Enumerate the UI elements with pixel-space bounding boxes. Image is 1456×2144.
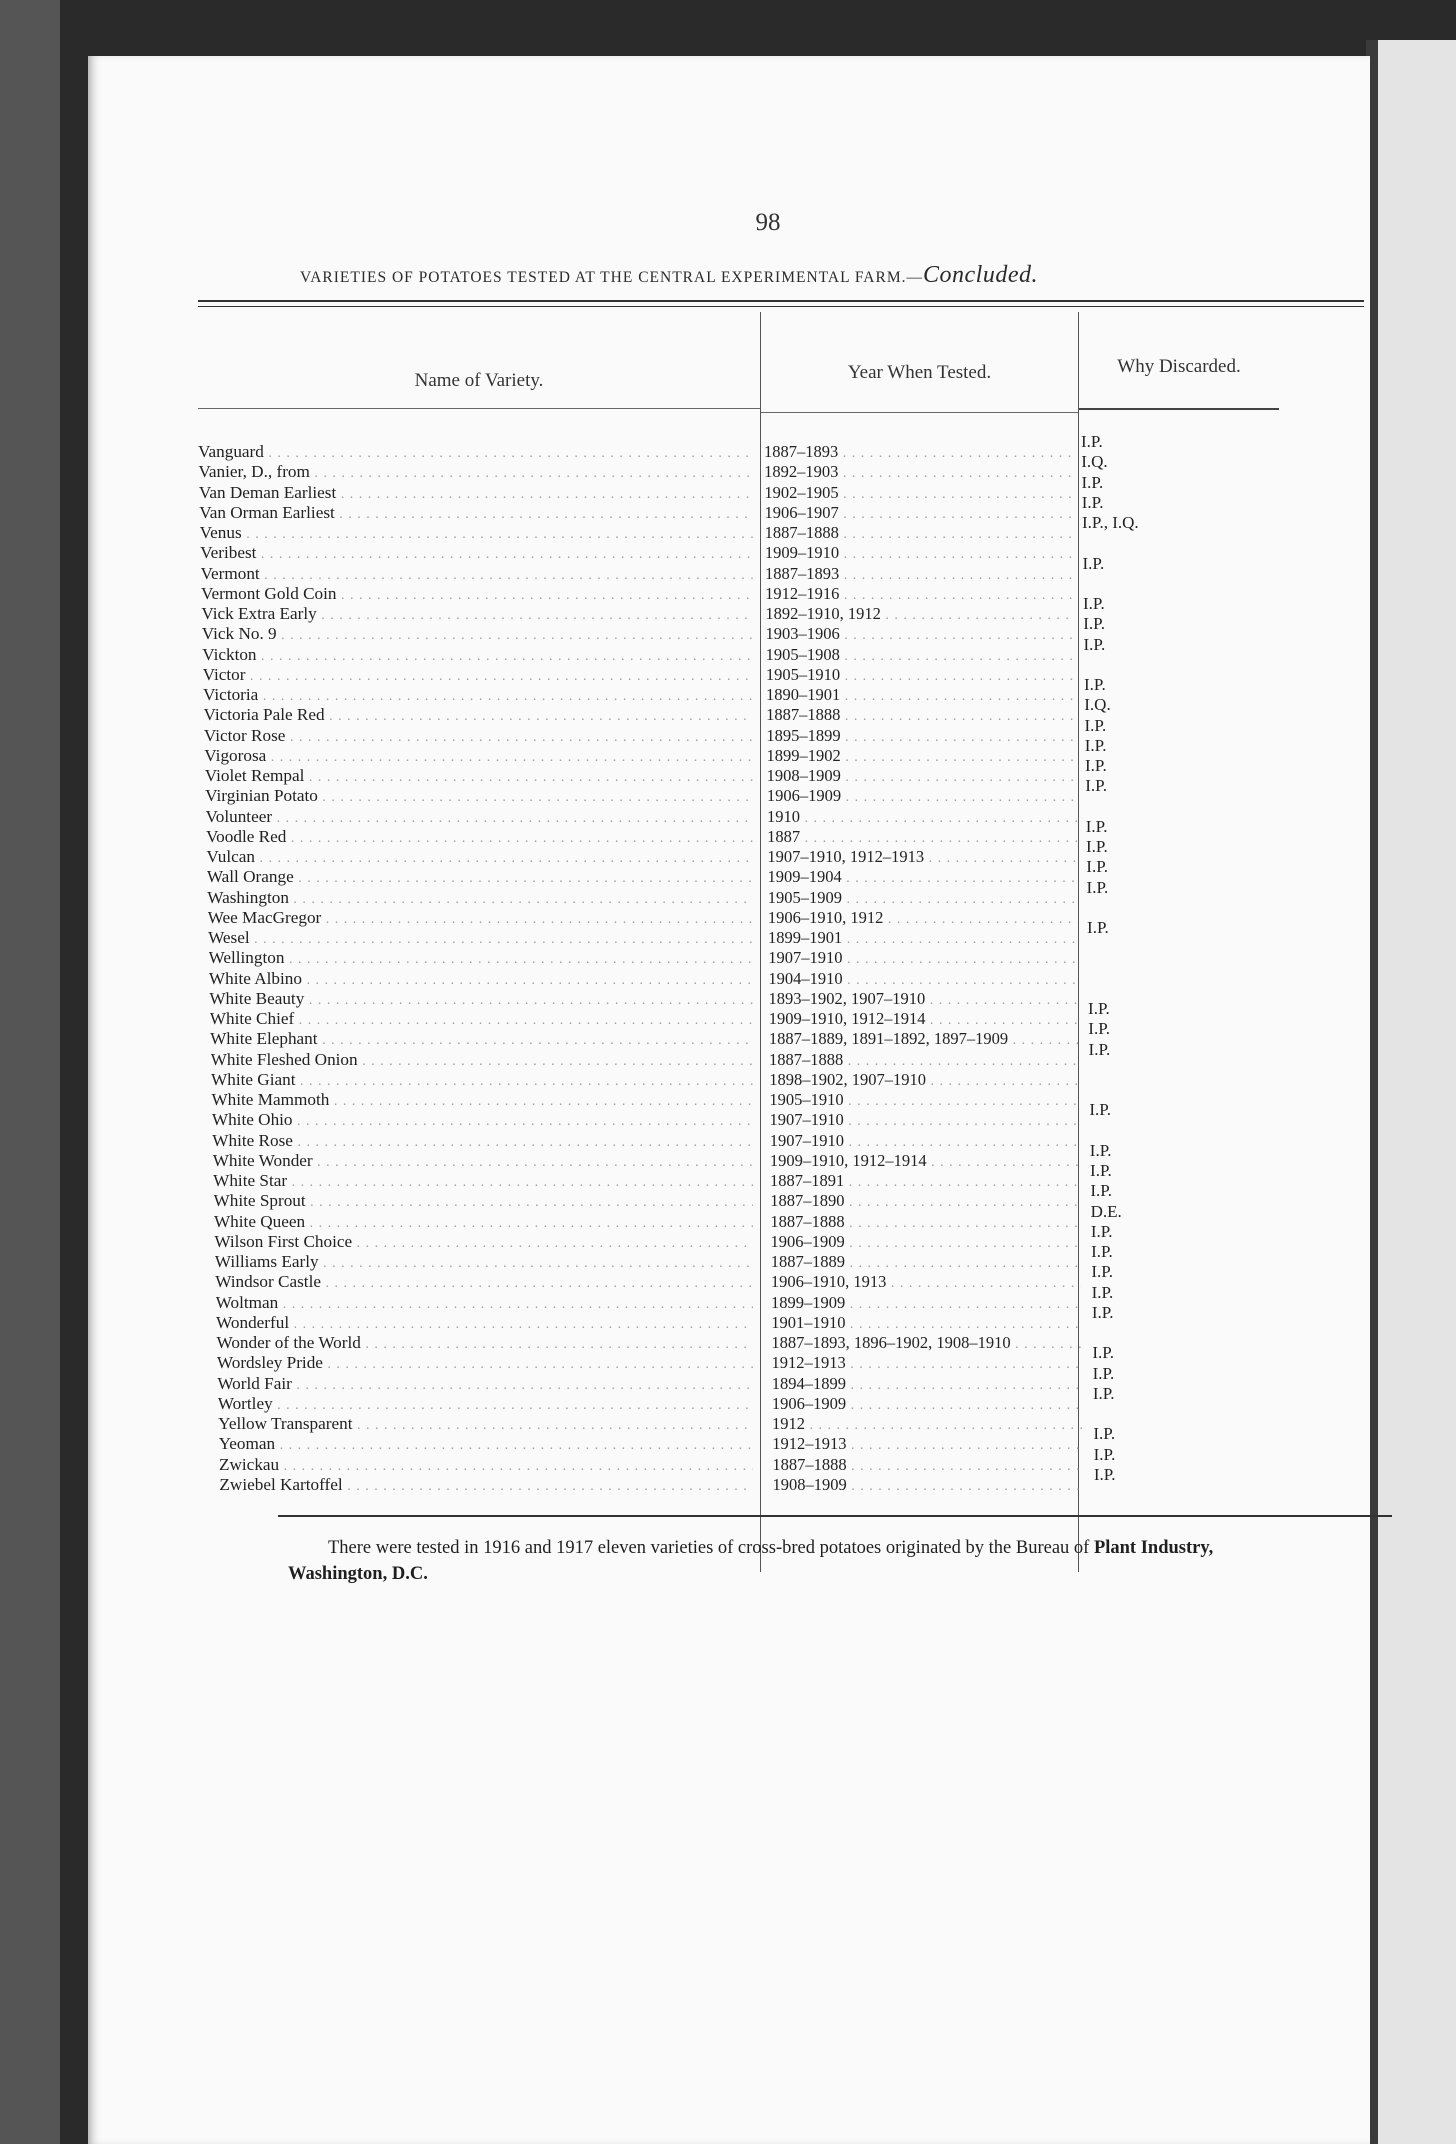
variety-name: White Sprout . . . — [214, 1191, 753, 1213]
years-tested: 1887–1888 . . . — [772, 1455, 1082, 1477]
why-discarded: I.P. — [1085, 756, 1107, 775]
variety-name: Zwiebel Kartoffel . . . — [219, 1475, 753, 1497]
footnote — [288, 1535, 1308, 1587]
variety-name: Venus . . . — [200, 523, 753, 545]
variety-name: White Elephant . . . — [210, 1029, 753, 1051]
variety-name: Van Orman Earliest . . . — [199, 503, 753, 525]
why-discarded: I.P. — [1090, 1221, 1113, 1241]
why-discarded: I.Q. — [1081, 452, 1108, 472]
years-tested: 1887–1888 . . . — [770, 1212, 1080, 1234]
years-tested: 1906–1910, 1912 . . . — [768, 908, 1078, 930]
years-tested: 1887–1888 . . . — [766, 705, 1076, 727]
column-header-why: Why Discarded. — [1117, 356, 1241, 377]
years-tested: 1887–1893, 1896–1902, 1908–1910 . . . — [771, 1333, 1081, 1355]
document-page — [88, 56, 1370, 2144]
variety-name: Victor . . . — [203, 665, 753, 687]
why-discarded: I.P. — [1093, 1444, 1116, 1464]
why-discarded: I.P. — [1092, 1363, 1115, 1383]
scan-next-page-edge — [1378, 40, 1456, 2144]
years-tested: 1903–1906 . . . — [765, 624, 1075, 646]
variety-name: Wellington . . . — [209, 948, 754, 970]
years-tested: 1887–1893 . . . — [764, 442, 1074, 464]
years-tested: 1909–1910, 1912–1914 . . . — [770, 1151, 1080, 1173]
why-discarded: I.P. — [1084, 715, 1107, 735]
variety-name: Wortley . . . — [218, 1394, 753, 1416]
years-tested: 1892–1903 . . . — [764, 462, 1074, 484]
years-tested: 1905–1908 . . . — [766, 645, 1076, 667]
variety-name: Yeoman . . . — [219, 1434, 753, 1456]
variety-name: Vanguard . . . — [198, 442, 753, 464]
variety-name: World Fair . . . — [217, 1374, 753, 1396]
years-tested: 1906–1909 . . . — [772, 1394, 1082, 1416]
years-tested: 1907–1910 . . . — [770, 1110, 1080, 1132]
years-tested: 1912 . . . — [772, 1414, 1082, 1436]
why-discarded: I.P. — [1091, 1262, 1114, 1282]
years-tested: 1887–1889, 1891–1892, 1897–1909 . . . — [769, 1029, 1079, 1051]
why-discarded: I.P. — [1088, 999, 1110, 1018]
years-tested: 1912–1913 . . . — [772, 1434, 1082, 1456]
variety-name: Yellow Transparent . . . — [218, 1414, 753, 1436]
variety-name: Voodle Red . . . — [206, 827, 753, 849]
variety-name: Vulcan . . . — [206, 847, 753, 869]
years-tested: 1909–1910 . . . — [765, 543, 1075, 565]
why-discarded: I.P., I.Q. — [1081, 513, 1139, 532]
why-discarded: I.P. — [1085, 816, 1108, 836]
variety-name: Violet Rempal . . . — [205, 766, 753, 788]
years-tested: 1907–1910 . . . — [768, 948, 1078, 970]
years-tested: 1890–1901 . . . — [766, 685, 1076, 707]
variety-name: White Albino . . . — [209, 969, 753, 991]
years-tested: 1906–1909 . . . — [771, 1232, 1081, 1254]
why-discarded: I.P. — [1083, 594, 1105, 613]
why-discarded: I.P. — [1084, 735, 1107, 755]
years-tested: 1908–1909 . . . — [767, 766, 1077, 788]
variety-name: Vick Extra Early . . . — [201, 604, 753, 626]
years-tested: 1912–1916 . . . — [765, 584, 1075, 606]
years-tested: 1887–1891 . . . — [770, 1171, 1080, 1193]
top-rule-1 — [198, 300, 1364, 302]
why-discarded: I.P. — [1084, 675, 1106, 694]
years-tested: 1912–1913 . . . — [772, 1353, 1082, 1375]
variety-name: Wonderful . . . — [216, 1313, 753, 1335]
header-underline-2 — [761, 412, 1078, 413]
variety-name: Veribest . . . — [200, 543, 753, 565]
why-discarded: I.P. — [1086, 837, 1108, 856]
scan-left-margin — [0, 0, 60, 2144]
variety-name: Woltman . . . — [216, 1293, 753, 1315]
why-discarded: I.P. — [1093, 1464, 1116, 1484]
years-tested: 1909–1904 . . . — [768, 867, 1078, 889]
column-divider-1 — [760, 312, 761, 1572]
variety-name: Vermont . . . — [201, 564, 753, 586]
years-tested: 1892–1910, 1912 . . . — [765, 604, 1075, 626]
years-tested: 1887–1888 . . . — [769, 1050, 1079, 1072]
variety-name: Windsor Castle . . . — [215, 1272, 753, 1294]
variety-name: Victor Rose . . . — [204, 726, 753, 748]
years-tested: 1909–1910, 1912–1914 . . . — [769, 1009, 1079, 1031]
years-tested: 1898–1902, 1907–1910 . . . — [769, 1070, 1079, 1092]
years-tested: 1906–1907 . . . — [764, 503, 1074, 525]
why-discarded: I.P. — [1085, 776, 1107, 796]
header-underline-3 — [1079, 408, 1279, 410]
years-tested: 1893–1902, 1907–1910 . . . — [769, 989, 1079, 1011]
why-discarded: I.P. — [1081, 492, 1104, 512]
years-tested: 1906–1910, 1913 . . . — [771, 1272, 1081, 1294]
page-number: 98 — [755, 209, 781, 236]
variety-name: Van Deman Earliest . . . — [199, 483, 753, 505]
years-tested: 1905–1910 . . . — [769, 1090, 1079, 1112]
why-discarded: I.P. — [1091, 1302, 1114, 1322]
variety-name: White Queen . . . — [214, 1212, 753, 1234]
years-tested: 1899–1909 . . . — [771, 1293, 1081, 1315]
variety-name: Williams Early . . . — [215, 1252, 753, 1274]
years-tested: 1907–1910, 1912–1913 . . . — [767, 847, 1077, 869]
footnote-text: There were tested in 1916 and 1917 eleven varieties of cross-bred potatoes originated by the Bureau of — [328, 1538, 1094, 1558]
column-header-year: Year When Tested. — [847, 362, 992, 383]
variety-name: Vickton . . . — [202, 645, 753, 667]
variety-name: White Wonder . . . — [213, 1151, 753, 1173]
table-title-italic: Concluded. — [923, 262, 1038, 288]
years-tested: 1905–1909 . . . — [768, 888, 1078, 910]
variety-name: Zwickau . . . — [219, 1455, 753, 1477]
variety-name: White Beauty . . . — [209, 989, 753, 1011]
years-tested: 1894–1899 . . . — [772, 1374, 1082, 1396]
column-header-name: Name of Variety. — [414, 370, 544, 391]
table-title — [300, 262, 1250, 289]
years-tested: 1887–1889 . . . — [771, 1252, 1081, 1274]
why-discarded: I.P. — [1089, 1100, 1112, 1120]
why-discarded: I.P. — [1087, 918, 1109, 937]
years-tested: 1895–1899 . . . — [766, 726, 1076, 748]
why-discarded: I.P. — [1082, 553, 1105, 573]
variety-name: Volunteer . . . — [206, 807, 753, 829]
why-discarded: I.P. — [1091, 1242, 1113, 1261]
variety-name: Virginian Potato . . . — [205, 786, 753, 808]
variety-name: Vanier, D., from . . . — [198, 462, 753, 484]
why-discarded: D.E. — [1090, 1201, 1122, 1221]
variety-name: Wordsley Pride . . . — [217, 1353, 753, 1375]
variety-name: Vigorosa . . . — [204, 746, 753, 768]
years-tested: 1899–1902 . . . — [767, 746, 1077, 768]
variety-name: Vick No. 9 . . . — [202, 624, 753, 646]
years-tested: 1904–1910 . . . — [768, 969, 1078, 991]
header-underline-1 — [198, 408, 760, 409]
variety-name: Victoria Pale Red . . . — [203, 705, 753, 727]
top-rule-2 — [198, 306, 1364, 307]
years-tested: 1905–1910 . . . — [766, 665, 1076, 687]
why-discarded: I.P. — [1090, 1161, 1112, 1180]
why-discarded: I.P. — [1092, 1343, 1115, 1363]
years-tested: 1902–1905 . . . — [764, 483, 1074, 505]
why-discarded: I.P. — [1088, 1039, 1111, 1059]
why-discarded: I.P. — [1081, 472, 1104, 492]
variety-name: Vermont Gold Coin . . . — [201, 584, 753, 606]
variety-name: Washington . . . — [207, 888, 753, 910]
variety-name: Victoria . . . — [203, 685, 753, 707]
variety-name: White Star . . . — [213, 1171, 753, 1193]
variety-name: White Giant . . . — [211, 1070, 753, 1092]
years-tested: 1901–1910 . . . — [771, 1313, 1081, 1335]
variety-name: Wonder of the World . . . — [216, 1333, 753, 1355]
variety-name: White Chief . . . — [210, 1009, 753, 1031]
variety-name: Wilson First Choice . . . — [214, 1232, 753, 1254]
variety-name: White Ohio . . . — [212, 1110, 753, 1132]
why-discarded: I.P. — [1086, 877, 1109, 897]
variety-name: White Mammoth . . . — [211, 1090, 753, 1112]
bottom-rule — [278, 1515, 1392, 1517]
why-discarded: I.P. — [1088, 1019, 1111, 1039]
variety-name: Wesel . . . — [208, 928, 753, 950]
footnote-bold: Plant Industry, Washington, D.C. — [288, 1538, 1214, 1584]
years-tested: 1907–1910 . . . — [770, 1131, 1080, 1153]
years-tested: 1887–1890 . . . — [770, 1191, 1080, 1213]
why-discarded: I.P. — [1089, 1140, 1112, 1160]
variety-name: White Rose . . . — [212, 1131, 753, 1153]
why-discarded: I.P. — [1090, 1181, 1113, 1201]
why-discarded: I.P. — [1093, 1424, 1116, 1444]
table-title-text: VARIETIES OF POTATOES TESTED AT THE CENTRAL EXPERIMENTAL FARM.— — [300, 269, 923, 286]
years-tested: 1906–1909 . . . — [767, 786, 1077, 808]
why-discarded: I.P. — [1092, 1383, 1115, 1403]
years-tested: 1887–1893 . . . — [765, 564, 1075, 586]
variety-name: Wee MacGregor . . . — [208, 908, 753, 930]
years-tested: 1910 . . . — [767, 807, 1077, 829]
why-discarded: I.Q. — [1084, 695, 1111, 715]
years-tested: 1899–1901 . . . — [768, 928, 1078, 950]
why-discarded: I.P. — [1083, 634, 1106, 654]
variety-name: Wall Orange . . . — [207, 867, 753, 889]
years-tested: 1887–1888 . . . — [765, 523, 1075, 545]
years-tested: 1887 . . . — [767, 827, 1077, 849]
why-discarded: I.P. — [1083, 614, 1105, 634]
variety-name: White Fleshed Onion . . . — [211, 1050, 753, 1072]
why-discarded: I.P. — [1091, 1282, 1114, 1302]
years-tested: 1908–1909 . . . — [773, 1475, 1083, 1497]
why-discarded: I.P. — [1086, 857, 1109, 877]
why-discarded: I.P. — [1081, 432, 1103, 451]
